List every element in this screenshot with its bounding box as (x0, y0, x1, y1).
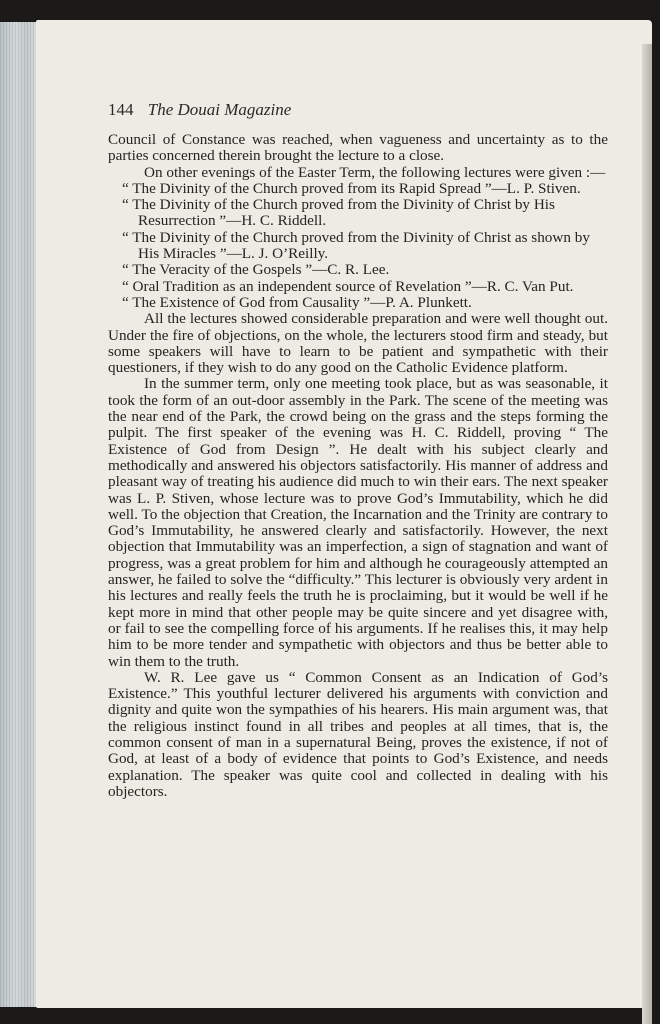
body-text (108, 132, 608, 800)
paragraph: Council of Constance was reached, when vagueness and uncertainty as to the parties concerned therein brought the lecture to a close. (108, 131, 608, 165)
gutter-shadow (642, 44, 652, 1024)
lecture-entry: “ The Divinity of the Church proved from the Divinity of Christ as shown by His Miracles ”—L. J. O’Reilly. (122, 228, 590, 263)
paragraph: On other evenings of the Easter Term, the following lectures were given :— (144, 163, 606, 181)
lecture-entry: “ Oral Tradition as an independent source of Revelation ”—R. C. Van Put. (122, 277, 574, 295)
paragraph: W. R. Lee gave us “ Common Consent as an Indication of God’s Existence.” This youthful lecturer delivered his arguments with conviction and dignity and quite won the sympathies of his hearers. His main argument was, that the religious instinct found in all tribes and peoples at all times, that is, the common consent of man in a supernatural Being, proves the existence, if not of God, at least of a body of evidence that points to God’s Existence, and needs explanation. The speaker was quite cool and collected in dealing with his objectors. (108, 668, 608, 800)
lecture-entry: “ The Existence of God from Causality ”—P. A. Plunkett. (122, 293, 472, 311)
paragraph: In the summer term, only one meeting took place, but as was seasonable, it took the form of an out-door assembly in the Park. The scene of the meeting was the near end of the Park, the crowd being on the grass and the steps forming the pulpit. The first speaker of the evening was H. C. Riddell, proving “ The Existence of God from Design ”. He dealt with his subject clearly and methodically and answered his objectors satisfactorily. His manner of address and pleasant way of treating his audience did much to win their ears. The next speaker was L. P. Stiven, whose lecture was to prove God’s Immutability, which he did well. To the objection that Creation, the Incarnation and the Trinity are contrary to God’s Immutability, he answered clearly and satisfactorily. However, the next objection that Immutability was an imperfection, a sign of stagnation and want of progress, was a great problem for him and although he courageously attempted an answer, he failed to solve the “difficulty.” This lecturer is obviously very ardent in his lectures and really feels the truth he is proclaiming, but it would be well if he kept more in mind that other people may be quite sincere and yet disagree with, or fail to see the compelling force of his arguments. If he realises this, it may help him to be more tender and sympathetic with objectors and thus be better able to win them to the truth. (108, 375, 608, 670)
paragraph: All the lectures showed considerable preparation and were well thought out. Under the fire of objections, on the whole, the lecturers stood firm and steady, but some speakers will have to learn to be patient and sympathetic with their questioners, if they wish to do any good on the Catholic Evidence platform. (108, 310, 608, 377)
lecture-entry: “ The Divinity of the Church proved from the Divinity of Christ by His Resurrection ”—H. C. Riddell. (122, 196, 555, 230)
lecture-entry: “ The Divinity of the Church proved from its Rapid Spread ”—L. P. Stiven. (122, 179, 581, 197)
running-header (108, 100, 291, 120)
page-number: 144 (108, 100, 134, 119)
magazine-title: The Douai Magazine (147, 100, 292, 119)
lecture-entry: “ The Veracity of the Gospels ”—C. R. Lee. (122, 261, 390, 279)
